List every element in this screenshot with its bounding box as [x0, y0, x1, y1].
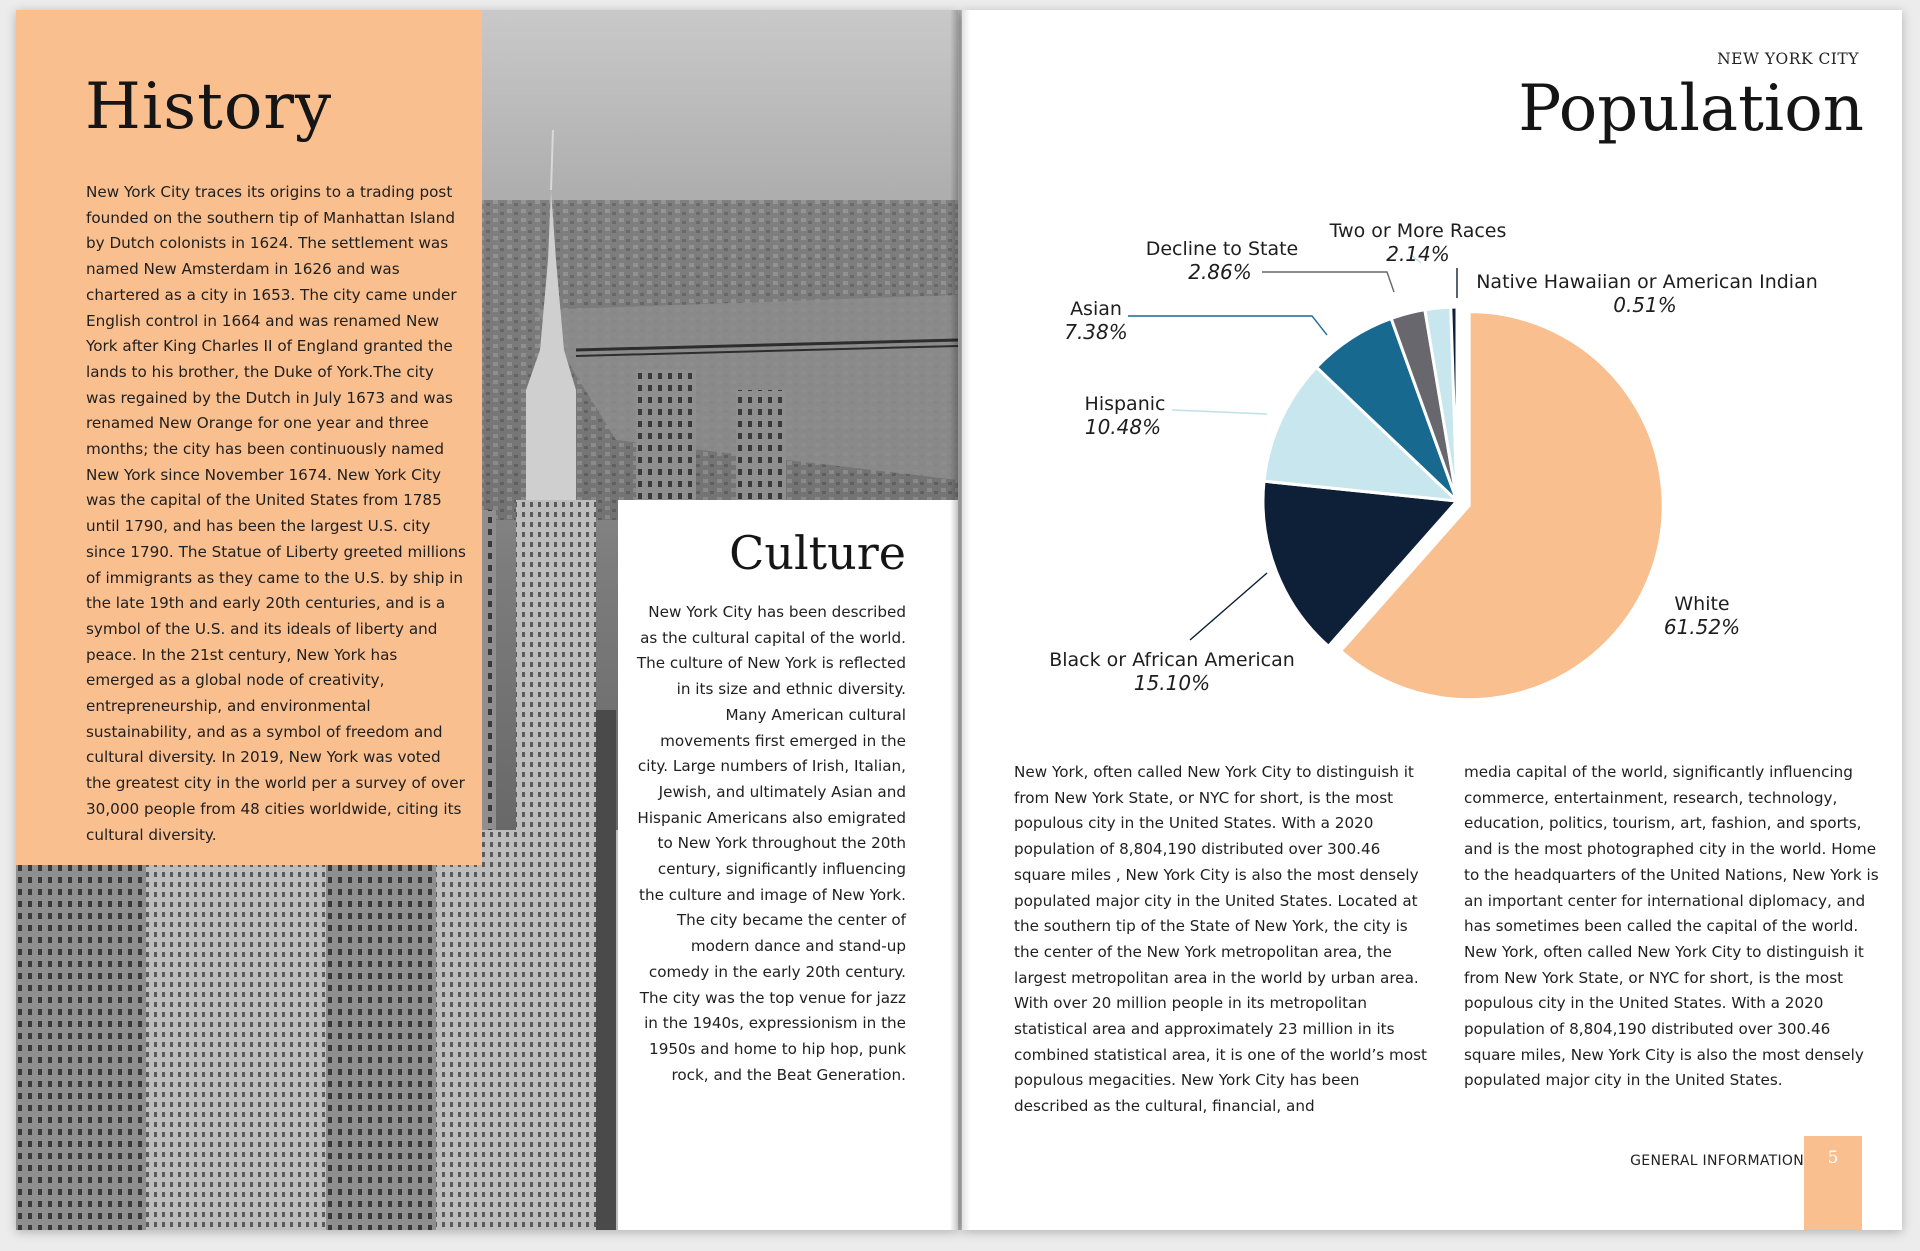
right-page [962, 10, 1902, 1230]
slice-label-value: 7.38% [1064, 320, 1128, 344]
slice-label-value: 15.10% [1133, 671, 1211, 695]
population-title: Population [1518, 72, 1864, 146]
culture-body: New York City has been described as the cultural capital of the world. The culture of New York is reflected in its size and ethnic diversity. Many American cultural movements first emerged in the city. Large numbers of Irish, Italian, Jewish, and ultimately Asian and Hispanic Americans also emigrated to New York throughout the 20th century, significantly influencing the culture and image of New York. The city became the center of modern dance and stand-up comedy in the early 20th century. The city was the top venue for jazz in the 1940s, expressionism in the 1950s and home to hip hop, punk rock, and the Beat Generation. [636, 603, 906, 1084]
leader-line [1262, 272, 1394, 292]
leader-line [1190, 573, 1267, 640]
population-pie-chart [962, 10, 1902, 750]
slice-label-name: Decline to State [1145, 238, 1299, 260]
slice-label-value: 2.86% [1188, 260, 1252, 284]
slice-label-name: Asian [1070, 298, 1122, 320]
leader-line [1128, 316, 1327, 335]
history-title: History [85, 70, 333, 144]
culture-title: Culture [729, 526, 906, 580]
page-number-tab [1804, 1136, 1862, 1230]
slice-label-name: Native Hawaiian or American Indian [1476, 271, 1818, 293]
slice-label-name: White [1674, 593, 1730, 615]
population-text-column-right: media capital of the world, significantly influencing commerce, entertainment, research, technology, education, politics, tourism, art, fashion, and sports, and is the most photographed city in the world. Home to the headquarters of the United Nations, New York is an important center for international diplomacy, and has sometimes been called the capital of the world. New York, often called New York City to distinguish it from New York State, or NYC for short, is the most populous city in the United States. With a 2020 population of 8,804,190 distributed over 300.46 square miles, New York City is also the most densely populated major city in the United States. [1464, 763, 1879, 1090]
history-body: New York City traces its origins to a trading post founded on the southern tip of Manhattan Island by Dutch colonists in 1624. The settlement was named New Amsterdam in 1626 and was chartered as a city in 1653. The city came under English control in 1664 and was renamed New York after King Charles II of England granted the lands to his brother, the Duke of York.The city was regained by the Dutch in July 1673 and was renamed New Orange for one year and three months; the city has been continuously named New York since November 1674. New York City was the capital of the United States from 1785 until 1790, and has been the largest U.S. city since 1790. The Statue of Liberty greeted millions of immigrants as they came to the U.S. by ship in the late 19th and early 20th centuries, and is a symbol of the U.S. and its ideals of liberty and peace. In the 21st century, New York has emerged as a global node of creativity, entrepreneurship, and environmental sustainability, and as a symbol of freedom and cultural diversity. In 2019, New York was voted the greatest city in the world per a survey of over 30,000 people from 48 cities worldwide, citing its cultural diversity. [86, 183, 466, 844]
slice-label-name: Two or More Races [1329, 220, 1507, 242]
page-number: 5 [1827, 1148, 1839, 1168]
section-label: NEW YORK CITY [1717, 50, 1859, 68]
slice-label-name: Hispanic [1084, 393, 1166, 415]
slice-label-value: 10.48% [1084, 415, 1162, 439]
footer-section-label: GENERAL INFORMATION [1630, 1153, 1804, 1169]
slice-label-value: 0.51% [1613, 293, 1677, 317]
culture-panel [618, 500, 958, 1230]
slice-label-name: Black or African American [1049, 649, 1295, 671]
leader-line [1172, 410, 1267, 414]
left-page [16, 10, 958, 1230]
slice-label-value: 61.52% [1663, 615, 1741, 639]
population-text-column-left: New York, often called New York City to distinguish it from New York State, or NYC for short, is the most populous city in the United States. With a 2020 population of 8,804,190 distributed over 300.46 square miles , New York City is also the most densely populated major city in the United States. Located at the southern tip of the State of New York, the city is the center of the New York metropolitan area, the largest metropolitan area in the world by urban area. With over 20 million people in its metropolitan statistical area and approximately 23 million in its combined statistical area, it is one of the world’s most populous megacities. New York City has been described as the cultural, financial, and [1014, 763, 1428, 1116]
slice-label-value: 2.14% [1386, 242, 1450, 266]
history-panel [16, 10, 482, 865]
